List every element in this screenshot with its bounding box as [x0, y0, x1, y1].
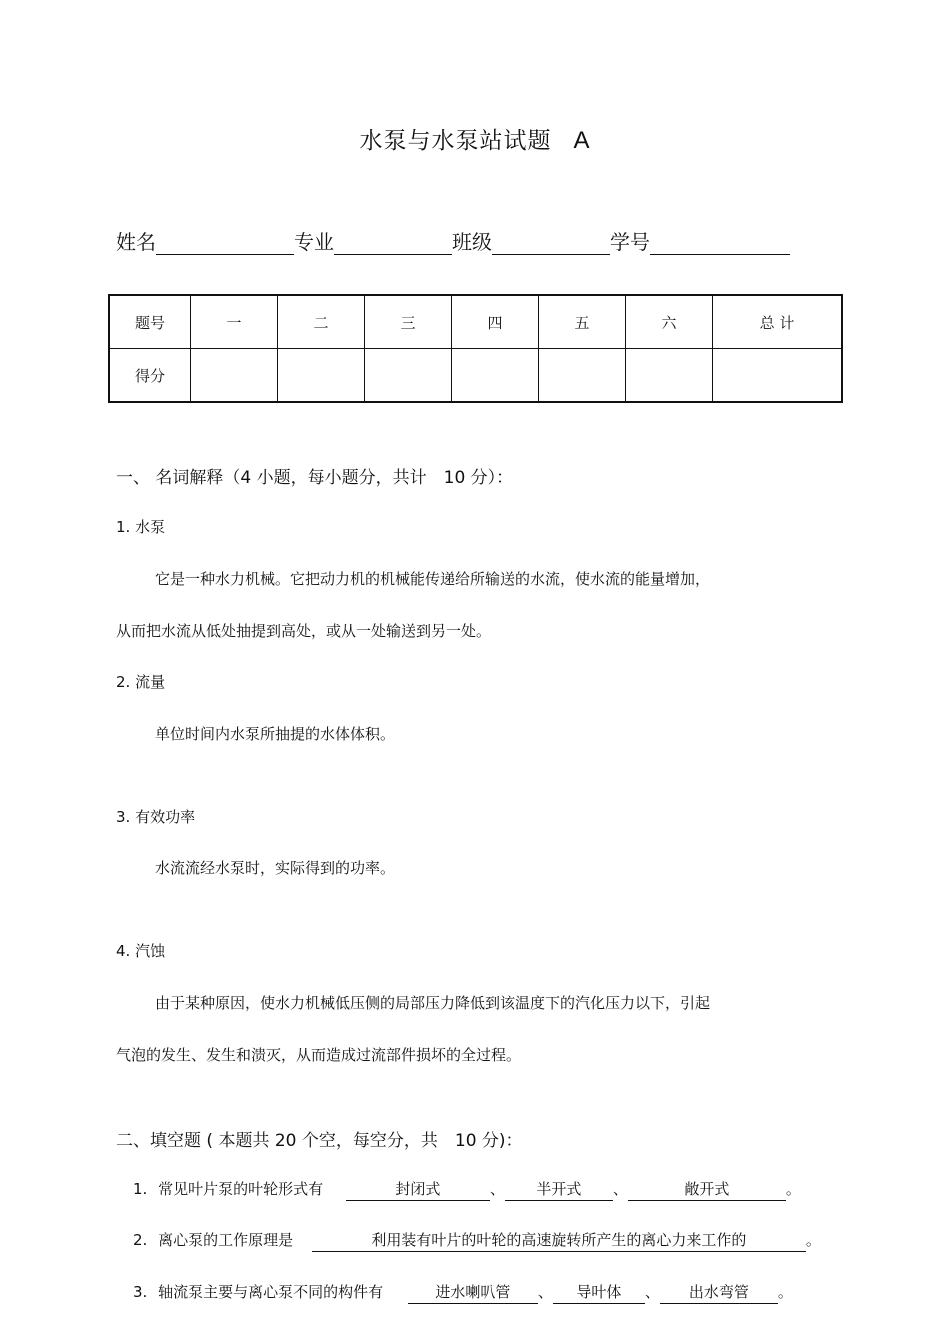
score-cell[interactable]	[713, 349, 843, 403]
term-2: 2. 流量	[116, 673, 166, 691]
score-cell[interactable]	[365, 349, 452, 403]
answer-blank[interactable]: 封闭式	[346, 1178, 490, 1201]
table-header-cell: 一	[191, 295, 278, 349]
score-table-score-row	[109, 349, 842, 403]
title-text: 水泵与水泵站试题	[359, 128, 552, 154]
term-4: 4. 汽蚀	[116, 942, 166, 960]
table-header-cell: 三	[365, 295, 452, 349]
answer-blank[interactable]: 出水弯管	[660, 1281, 778, 1304]
table-header-cell: 四	[452, 295, 539, 349]
name-blank[interactable]	[156, 230, 294, 255]
fill-question-2	[133, 1229, 821, 1252]
table-header-cell: 二	[278, 295, 365, 349]
answer-blank[interactable]: 半开式	[505, 1178, 613, 1201]
separator: 、	[644, 1283, 660, 1301]
term-1: 1. 水泵	[116, 518, 166, 536]
definition-line: 从而把水流从低处抽提到高处，或从一处输送到另一处。	[116, 622, 492, 640]
answer-blank[interactable]: 敞开式	[628, 1178, 786, 1201]
separator: 、	[612, 1180, 628, 1198]
fill-question-3	[133, 1281, 793, 1304]
score-row-label: 得分	[109, 349, 191, 403]
term-3: 3. 有效功率	[116, 808, 196, 826]
definition-line: 单位时间内水泵所抽提的水体体积。	[155, 725, 396, 743]
class-label: 班级	[452, 230, 492, 254]
period: 。	[805, 1231, 821, 1249]
definition-line: 气泡的发生、发生和溃灭，从而造成过流部件损坏的全过程。	[116, 1046, 522, 1064]
definition-line: 由于某种原因，使水力机械低压侧的局部压力降低到该温度下的汽化压力以下，引起	[155, 994, 711, 1012]
score-cell[interactable]	[539, 349, 626, 403]
definition-line: 它是一种水力机械。它把动力机的机械能传递给所输送的水流，使水流的能量增加，	[155, 570, 711, 588]
table-header-cell: 总 计	[713, 295, 843, 349]
table-header-cell: 六	[626, 295, 713, 349]
separator: 、	[537, 1283, 553, 1301]
score-cell[interactable]	[191, 349, 278, 403]
definition-line: 水流流经水泵时，实际得到的功率。	[155, 859, 396, 877]
major-label: 专业	[294, 230, 334, 254]
page-title	[0, 122, 950, 155]
question-number: 3.	[133, 1283, 148, 1301]
score-table	[108, 294, 843, 403]
question-stem: 轴流泵主要与离心泵不同的构件有	[158, 1283, 384, 1301]
question-number: 2.	[133, 1231, 148, 1249]
id-label: 学号	[610, 230, 650, 254]
period: 。	[785, 1180, 801, 1198]
answer-blank[interactable]: 进水喇叭管	[408, 1281, 538, 1304]
table-header-cell: 五	[539, 295, 626, 349]
question-stem: 常见叶片泵的叶轮形式有	[158, 1180, 324, 1198]
class-blank[interactable]	[492, 230, 610, 255]
section1-heading: 一、 名词解释（4 小题，每小题分，共计 10 分）：	[116, 468, 514, 488]
answer-blank[interactable]: 利用装有叶片的叶轮的高速旋转所产生的离心力来工作的	[312, 1229, 806, 1252]
separator: 、	[489, 1180, 505, 1198]
score-table-header-row	[109, 295, 842, 349]
name-label: 姓名	[116, 230, 156, 254]
major-blank[interactable]	[334, 230, 452, 255]
id-blank[interactable]	[650, 230, 790, 255]
student-info-line	[116, 226, 790, 255]
answer-blank[interactable]: 导叶体	[553, 1281, 645, 1304]
period: 。	[777, 1283, 793, 1301]
score-cell[interactable]	[452, 349, 539, 403]
title-suffix: A	[573, 127, 591, 154]
question-number: 1.	[133, 1180, 148, 1198]
score-cell[interactable]	[278, 349, 365, 403]
section2-heading: 二、填空题 ( 本题共 20 个空，每空分，共 10 分)：	[116, 1131, 523, 1151]
question-stem: 离心泵的工作原理是	[158, 1231, 294, 1249]
score-cell[interactable]	[626, 349, 713, 403]
table-header-cell: 题号	[109, 295, 191, 349]
fill-question-1	[133, 1178, 801, 1201]
